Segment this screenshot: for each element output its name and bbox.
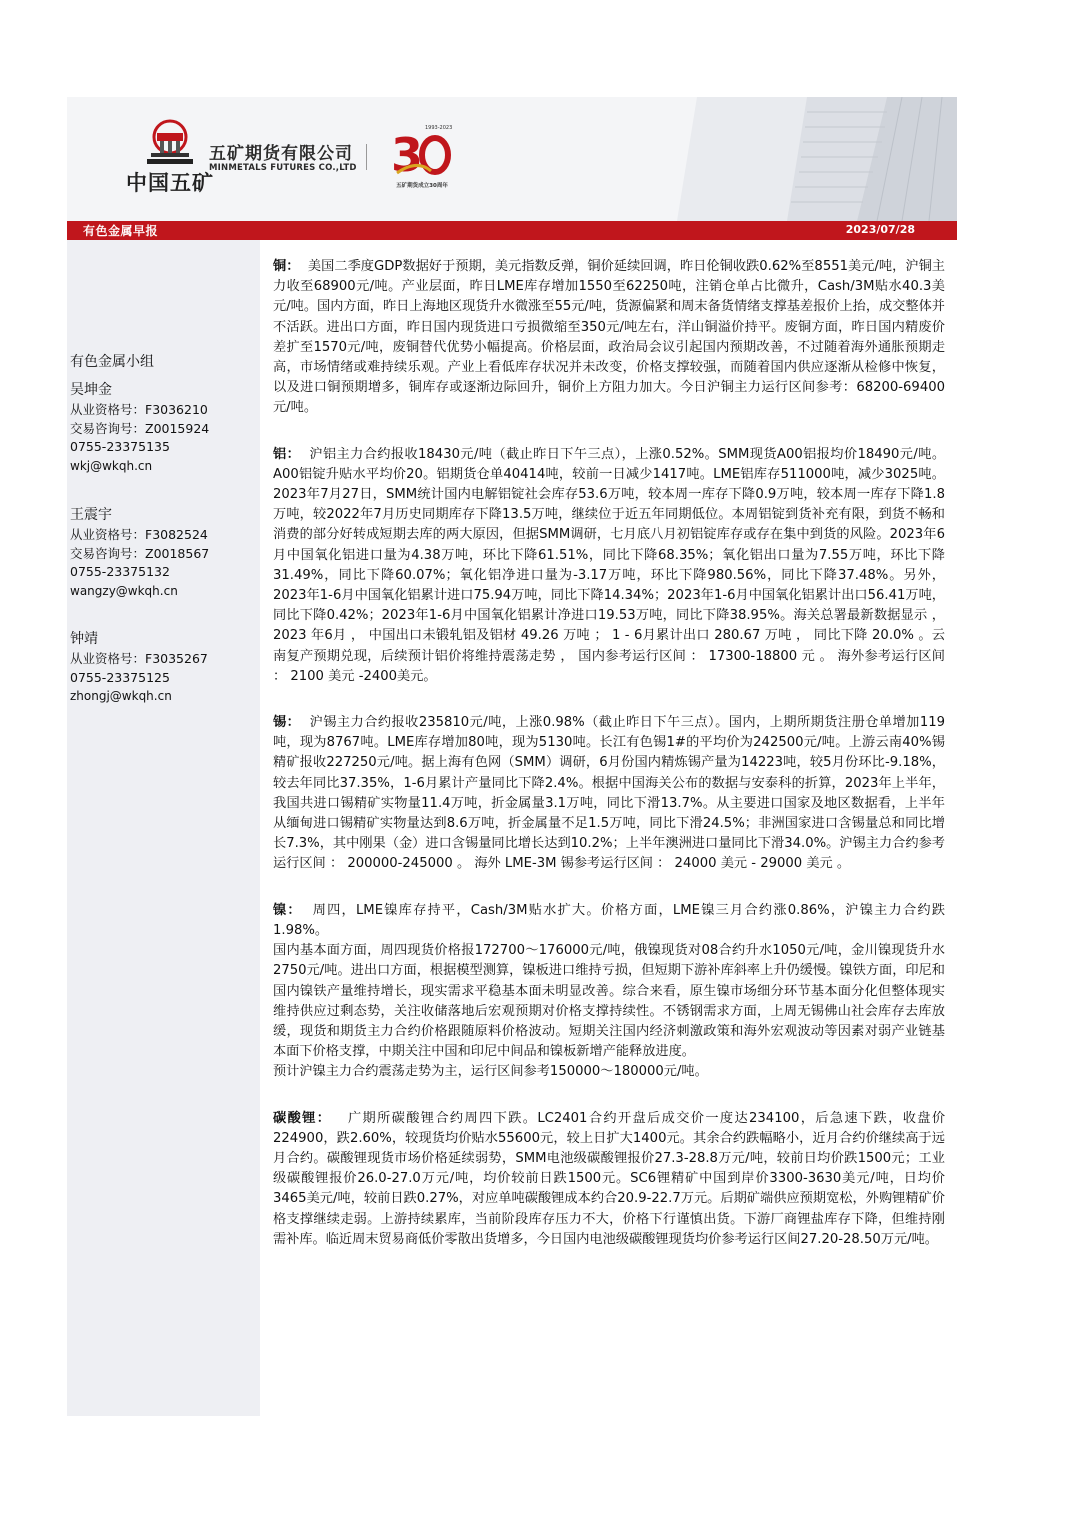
section-paragraph — [273, 713, 945, 875]
section-paragraph — [273, 901, 945, 941]
section-paragraph: 预计沪镍主力合约震荡走势为主，运行区间参考150000～180000元/吨。 — [273, 1064, 708, 1080]
header-divider — [366, 144, 367, 170]
section-paragraph: 国内基本面方面，周四现货价格报172700～176000元/吨，俄镍现货对08合约升水1050元/吨，金川镍现货升水2750元/吨。进出口方面，根据模型测算，镍板进口维持亏损，但短期下游补库斜率上升仍缓慢。镍铁方面，印尼和国内镍铁产量维持增长，现实需求平稳基本面未明显改善。综合来看，原生镍市场细分环节基本面分化但整体现实维持供应过剩态势，关注收储落地后宏观预期对价格支撑持续性。不锈钢需求方面，上周无锡佛山社会库存去库放缓，现货和期货主力合约价格跟随原料价格波动。短期关注国内经济刺激政策和海外宏观波动等因素对弱产业链基本面下价格支撑，中期关注中国和印尼中间品和镍板新增产能释放进度。 — [273, 943, 945, 1060]
section-text: 美国二季度GDP数据好于预期，美元指数反弹，铜价延续回调，昨日伦铜收跌0.62%至8551美元/吨，沪铜主力收至68900元/吨。产业层面，昨日LME库存增加1550至62250吨，注销仓单占比微升，Cash/3M贴水40.3美元/吨。国内方面，昨日上海地区现货升水微涨至55元/吨，货源偏紧和周末备货情绪支撑基差报价上抬，成交整体并不活跃。进出口方面，昨日国内现货进口亏损微缩至350元/吨左右，洋山铜溢价持平。废铜方面，昨日国内精废价差扩至1570元/吨，废铜替代优势小幅提高。价格层面，政治局会议引起国内预期改善，不过随着海外通胀预期走高，市场情绪或难持续乐观。产业上看低库存状况并未改变，价格支撑较强，而随着国内供应逐渐从检修中恢复，以及进口铜预期增多，铜库存或逐渐边际回升，铜价上方阻力加大。今日沪铜主力运行区间参考：68200-69400元/吨。 — [273, 259, 945, 416]
section-text: 周四，LME镍库存持平，Cash/3M贴水扩大。价格方面，LME镍三月合约涨0.86%，沪镍主力合约跌1.98%。 — [273, 902, 945, 938]
section-tin — [273, 713, 945, 901]
minmetals-emblem-icon — [143, 119, 197, 167]
analyst-phone: 0755-23375135 — [70, 439, 170, 454]
analyst-email[interactable]: wangzy@wkqh.cn — [70, 583, 178, 598]
section-lithium-carbonate — [273, 1109, 945, 1250]
section-text: 广期所碳酸锂合约周四下跌。LC2401合约开盘后成交价一度达234100，后急速下跌，收盘价224900，跌2.60%，较现货均价贴水55600元，较上日扩大1400元。其余合约跌幅略小，近月合约价继续高于远月合约。碳酸锂现货市场价格延续弱势，SMM电池级碳酸锂报价27.3-28.8万元/吨，较前日均价跌1500元；工业级碳酸锂报价26.0-27.0万元/吨，均价较前日跌1500元。SC6锂精矿中国到岸价3300-3630美元/吨，日均价3465美元/吨，较前日跌0.27%，对应单吨碳酸锂成本约合20.9-22.7万元。后期矿端供应预期宽松，外购锂精矿价格支撑继续走弱。上游持续累库，当前阶段库存压力不大，价格下行谨慎出货。下游厂商锂盐库存下降，但维持刚需补库。临近周末贸易商低价零散出货增多，今日国内电池级碳酸锂现货均价参考运行区间27.20-28.50万元/吨。 — [273, 1110, 946, 1247]
svg-text:3: 3 — [391, 128, 424, 181]
analyst-email[interactable]: zhongj@wkqh.cn — [70, 689, 172, 703]
company-name-en: MINMETALS FUTURES CO.,LTD — [209, 163, 357, 173]
section-label: 铝： — [273, 446, 301, 462]
section-spacer — [273, 419, 945, 445]
section-spacer — [273, 687, 945, 713]
report-date: 2023/07/28 — [845, 223, 915, 236]
analyst-phone: 0755-23375125 — [70, 669, 170, 685]
anniversary-logo — [387, 119, 457, 197]
analyst-consult-number: 交易咨询号：Z0015924 — [70, 420, 210, 436]
report-header — [67, 97, 957, 221]
analyst-phone: 0755-23375132 — [70, 564, 170, 579]
section-copper — [273, 257, 945, 445]
section-paragraph — [273, 257, 945, 419]
section-nickel — [273, 901, 945, 1109]
team-title: 有色金属小组 — [70, 354, 154, 370]
anniversary-label: 五矿期货成立30周年 — [396, 183, 448, 189]
analyst-qualification: 从业资格号：F3036210 — [70, 402, 208, 417]
section-paragraph — [273, 445, 945, 687]
analyst-qualification: 从业资格号：F3035267 — [70, 651, 208, 666]
section-label: 镍： — [273, 902, 302, 918]
section-spacer — [273, 875, 945, 901]
building-background — [557, 97, 957, 221]
section-label: 碳酸锂： — [273, 1110, 332, 1126]
section-label: 铜： — [273, 259, 300, 274]
group-name: 中国五矿 — [126, 171, 214, 195]
section-spacer — [273, 1083, 945, 1109]
company-name-cn: 五矿期货有限公司 — [209, 144, 353, 164]
section-text: 沪锡主力合约报收235810元/吨，上涨0.98%（截止昨日下午三点）。国内，上期所期货注册仓单增加119吨，现为8767吨。LME库存增加80吨，现为5130吨。长江有色锡1#的平均价为242500元/吨。上游云南40%锡精矿报收227250元/吨。据上海有色网（SMM）调研，6月份国内精炼锡产量为14223吨，较5月份环比-9.18%，较去年同比37.35%，1-6月累计产量同比下降2.4%。根据中国海关公布的数据与安泰科的折算，2023年上半年，我国共进口锡精矿实物量11.4万吨，折金属量3.1万吨，同比下滑13.7%。从主要进口国家及地区数据看，上半年从缅甸进口锡精矿实物量达到8.6万吨，折金属量不足1.5万吨，同比下滑24.5%；非洲国家进口含锡量总和同比增长7.3%，其中刚果（金）进口含锡量同比增长达到10.2%；上半年澳洲进口量同比下滑34.0%。沪锡主力合约参考运行区间 ： 200000-245000 。 海外 LME-3M 锡参考运行区间 ： 24000 美元 - 29000 美元 。 — [273, 715, 946, 872]
analyst-name: 钟靖 — [70, 631, 98, 647]
analyst-sidebar — [67, 240, 260, 1416]
analyst-name: 王震宇 — [70, 507, 112, 523]
analyst-card — [70, 629, 208, 706]
analyst-consult-number: 交易咨询号：Z0018567 — [70, 545, 210, 561]
section-text: 沪铝主力合约报收18430元/吨（截止昨日下午三点），上涨0.52%。SMM现货A00铝报均价18490元/吨。A00铝锭升贴水平均价20。铝期货仓单40414吨，较前一日减少1417吨。LME铝库存511000吨，减少3025吨。2023年7月27日，SMM统计国内电解铝锭社会库存53.6万吨，较本周一库存下降0.9万吨，较本周一库存下降1.8万吨，较2022年7月历史同期库存下降13.5万吨，继续位于近五年同期低位。本周铝锭到货补充有限，到货不畅和消费的部分好转成短期去库的两大原因，但据SMM调研，七月底八月初铝锭库存或存在集中到货的风险。2023年6月中国氧化铝进口量为4.38万吨，环比下降61.51%，同比下降68.35%；氧化铝出口量为7.55万吨，环比下降31.49%，同比下降60.07%；氧化铝净进口量为-3.17万吨，环比下降980.56%，同比下降37.48%。另外，2023年1-6月中国氧化铝累计进口75.94万吨，同比下降14.34%；2023年1-6月中国氧化铝累计出口56.41万吨，同比下降0.42%；2023年1-6月中国氧化铝累计净进口19.53万吨，同比下降38.95%。海关总署最新数据显示 ， 2023 年6月 ， 中国出口未锻轧铝及铝材 49.26 万吨 ； 1 - 6月累计出口 280.67 万吨 ， 同比下降 20.0% 。云南复产预期兑现，后续预计铝价将维持震荡走势 ， 国内参考运行区间 ： 17300-18800 元 。 海外参考运行区间 ： 2100 美元 -2400美元。 — [273, 446, 946, 684]
analyst-qualification: 从业资格号：F3082524 — [70, 527, 208, 542]
section-paragraph — [273, 1109, 945, 1250]
analyst-name: 吴坤金 — [70, 382, 112, 398]
section-aluminium — [273, 445, 945, 713]
analyst-card — [70, 380, 209, 475]
anniversary-years: 1993-2023 — [425, 125, 453, 131]
report-title: 有色金属早报 — [83, 224, 159, 238]
analyst-email[interactable]: wkj@wkqh.cn — [70, 458, 153, 473]
section-label: 锡： — [273, 715, 301, 731]
report-body — [273, 257, 945, 1250]
analyst-card — [70, 505, 209, 600]
report-title-bar — [67, 221, 957, 240]
